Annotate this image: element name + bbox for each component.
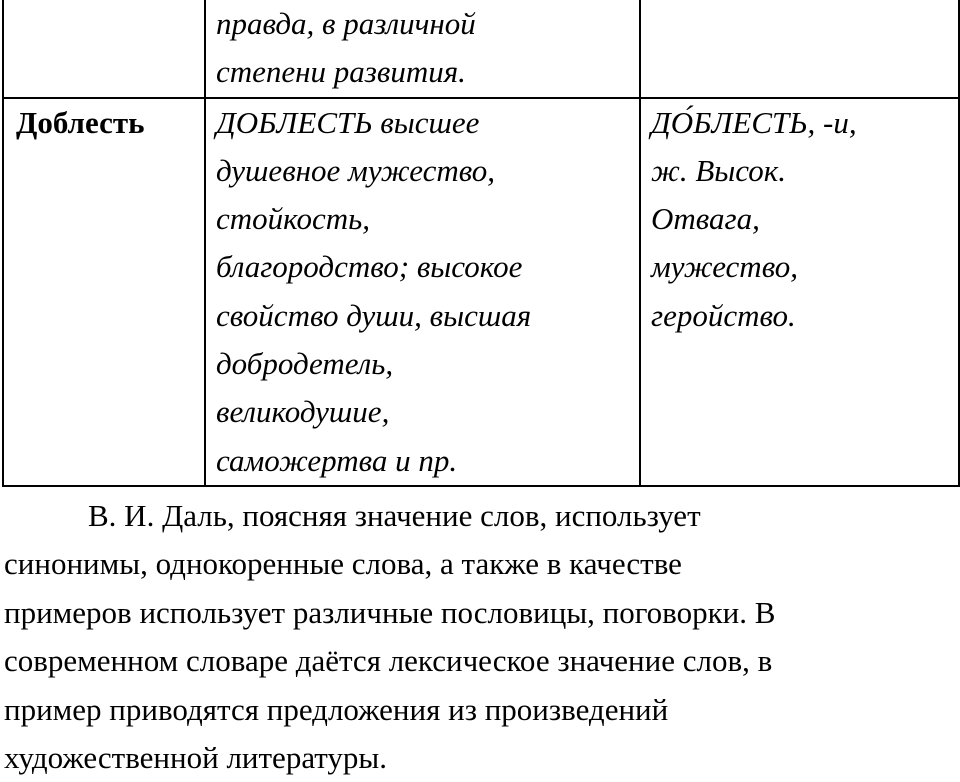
modern-definition-cell — [640, 98, 959, 486]
definition-line: великодушие, — [216, 394, 390, 430]
definition-line: степени развития. — [216, 54, 466, 90]
paragraph-line: В. И. Даль, поясняя значение слов, использует — [88, 498, 701, 533]
definition-line: душевное мужество, — [216, 152, 496, 188]
paragraph-line: примеров использует различные пословицы, поговорки. В — [4, 594, 776, 630]
word-cell — [3, 98, 205, 486]
conclusion-paragraph — [4, 492, 954, 782]
definition-line: свойство души, высшая — [216, 297, 532, 333]
paragraph-line: современном словаре даётся лексическое значение слов, в — [4, 643, 773, 679]
definition-line: ДОБЛЕСТЬ высшее — [216, 104, 480, 140]
word-text: Доблесть — [16, 104, 145, 140]
dictionary-comparison-table — [2, 0, 960, 487]
definition-line: мужество, — [651, 249, 798, 285]
word-cell — [3, 0, 205, 98]
definition-line: Отвага, — [651, 201, 760, 237]
definition-line: добродетель, — [216, 346, 394, 382]
table-row — [3, 98, 959, 486]
definition-line: стойкость, — [216, 201, 370, 237]
modern-definition-cell — [640, 0, 959, 98]
paragraph-line: художественной литературы. — [4, 740, 387, 776]
definition-line: геройство. — [651, 297, 796, 333]
dal-definition-cell — [205, 98, 640, 486]
definition-line: ж. Высок. — [651, 152, 787, 188]
table-row — [3, 0, 959, 98]
definition-line: саможертва и пр. — [216, 442, 458, 478]
definition-line: благородство; высокое — [216, 249, 523, 285]
definition-line: ДО́БЛЕСТЬ, -и, — [651, 104, 857, 140]
paragraph-line: синонимы, однокоренные слова, а также в качестве — [4, 546, 682, 582]
definition-line: правда, в различной — [216, 6, 476, 41]
dal-definition-cell — [205, 0, 640, 98]
paragraph-line: пример приводятся предложения из произведений — [4, 691, 669, 727]
